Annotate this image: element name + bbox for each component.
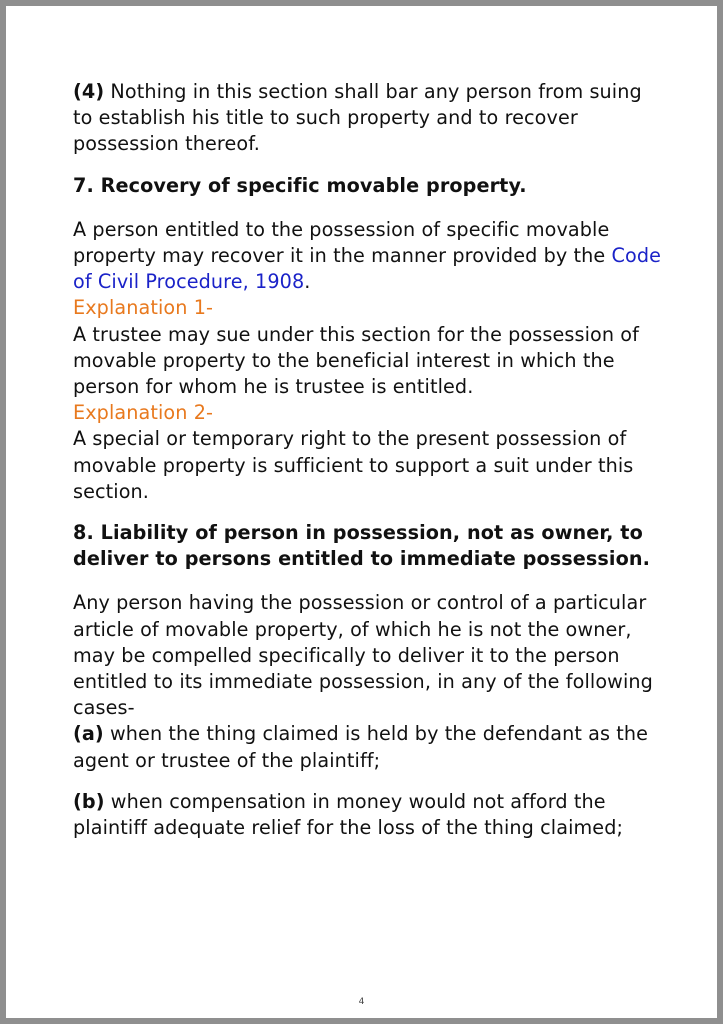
- section8-body: Any person having the possession or control of a particular article of movable property, of which he is not the owner, may be compelled specifically to deliver it to the person entitled to its immediate possession, in any of the following cases-: [73, 591, 653, 720]
- section8-heading: 8. Liability of person in possession, not as owner, to deliver to persons entitled to immediate possession.: [73, 521, 651, 571]
- cpc-link[interactable]: Code of Civil Procedure, 1908: [73, 244, 662, 294]
- clause-a: [73, 721, 663, 773]
- section7-body-text: A person entitled to the possession of specific movable property may recover it in the manner provided by the: [73, 217, 612, 268]
- clause-a-marker: (a): [73, 722, 104, 746]
- clause-b: [73, 789, 663, 841]
- explanation1-text: A trustee may sue under this section for the possession of movable property to the beneficial interest in which the person for whom he is trustee is entitled.: [73, 322, 640, 399]
- clause-a-text: when the thing claimed is held by the defendant as the agent or trustee of the plaintiff;: [73, 722, 649, 772]
- section6-sub4-paragraph: [73, 79, 663, 158]
- page-content: [73, 79, 663, 841]
- explanation1-label: Explanation 1-: [73, 296, 214, 320]
- sub4-marker: (4): [73, 80, 105, 103]
- page-number: 4: [358, 997, 365, 1007]
- clause-b-marker: (b): [73, 789, 105, 813]
- section7-body: [73, 217, 663, 296]
- explanation2-label: Explanation 2-: [73, 401, 214, 425]
- section7-body-end: .: [304, 270, 311, 294]
- document-page: [6, 6, 717, 1018]
- clause-b-text: when compensation in money would not afford the plaintiff adequate relief for the loss of the thing claimed;: [73, 789, 624, 840]
- explanation2-text: A special or temporary right to the present possession of movable property is sufficient to support a suit under this section.: [73, 427, 634, 503]
- section7-heading: 7. Recovery of specific movable property.: [73, 173, 527, 197]
- sub4-text: Nothing in this section shall bar any person from suing to establish his title to such property and to recover possession thereof.: [73, 80, 642, 156]
